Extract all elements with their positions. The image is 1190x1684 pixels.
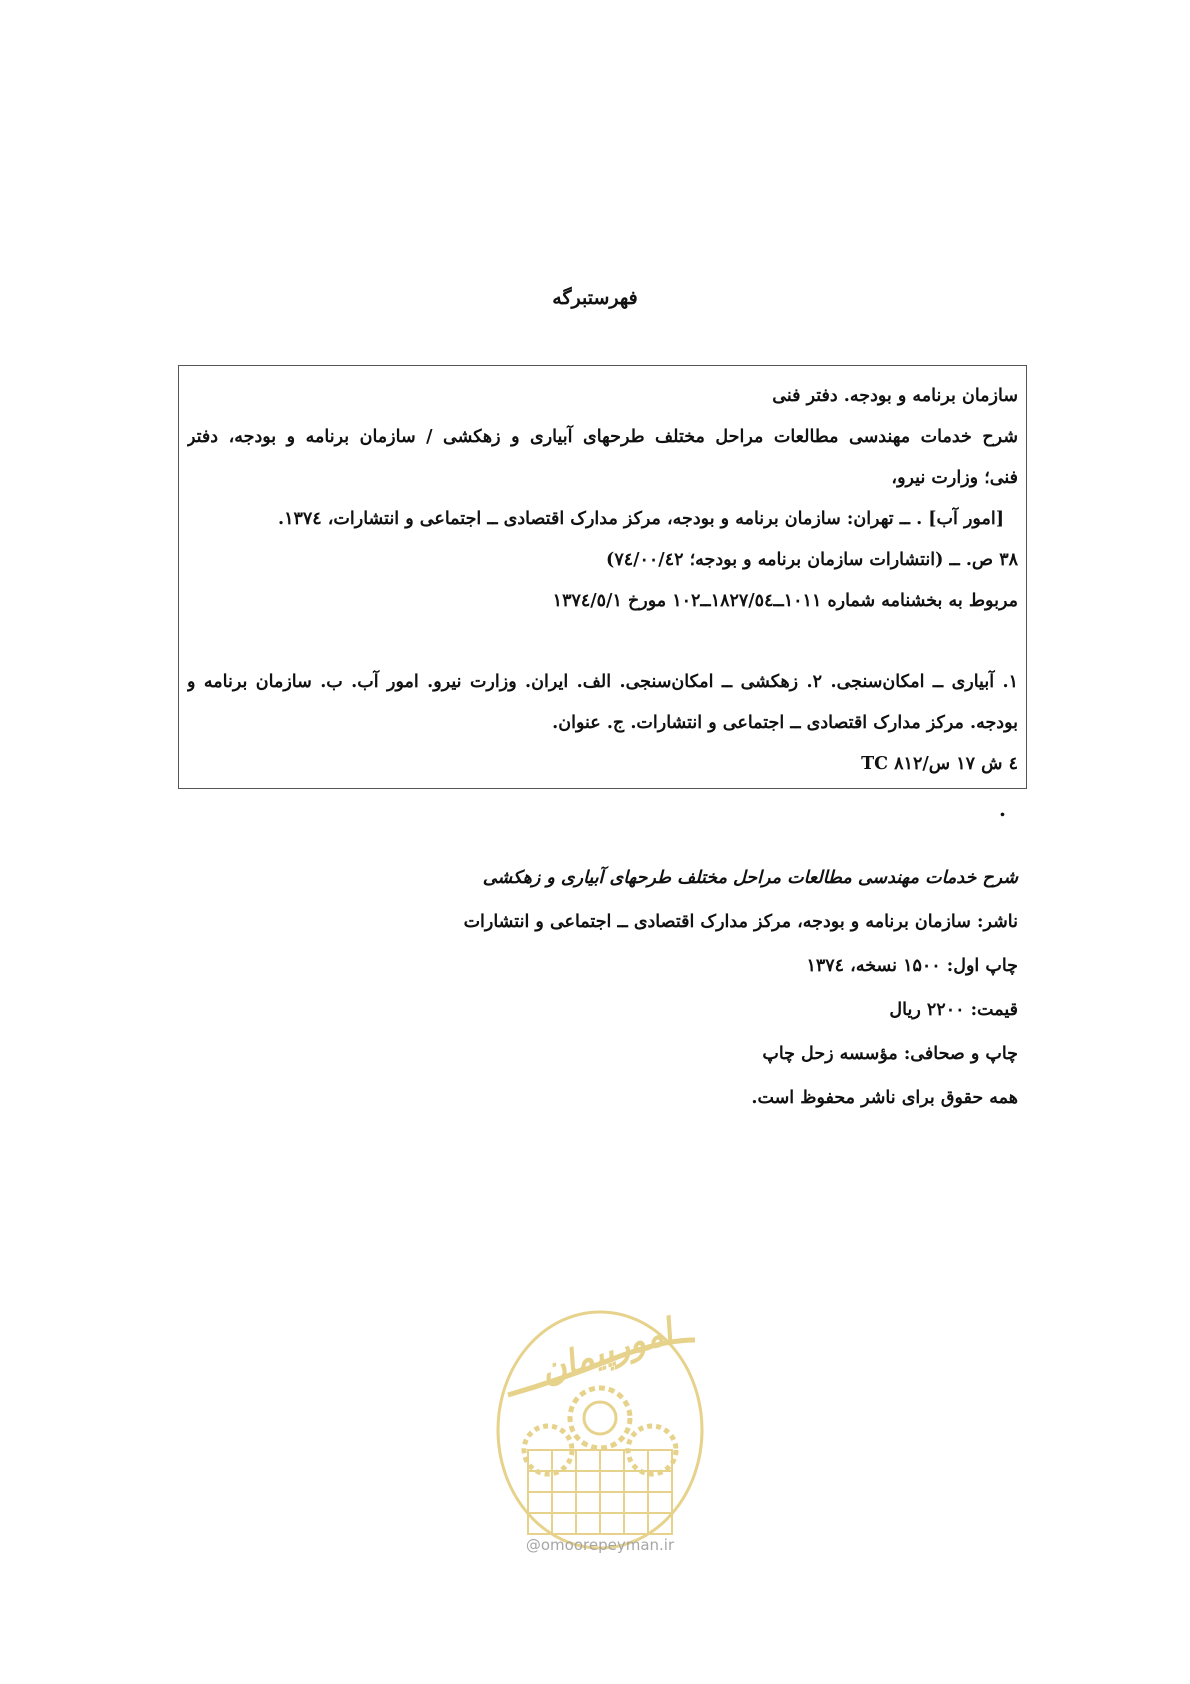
imprint-price: قیمت: ۲۲۰۰ ریال	[889, 1000, 1018, 1020]
imprint-rights: همه حقوق برای ناشر محفوظ است.	[751, 1088, 1018, 1108]
watermark-logo	[490, 1300, 710, 1560]
catalog-line-call-number: ٤ ش ۱۷ س/۸۱۲ TC	[861, 754, 1018, 774]
catalog-line-title-cont: فنی؛ وزارت نیرو،	[891, 468, 1018, 488]
catalog-blank-line	[187, 622, 1018, 662]
catalog-line-author: سازمان برنامه و بودجه. دفتر فنی	[772, 386, 1018, 406]
catalog-line-imprint: [امور آب] . ــ تهران: سازمان برنامه و بودجه، مرکز مدارک اقتصادی ــ اجتماعی و انتشارات، ۱۳۷٤.	[277, 509, 1004, 529]
watermark-url: @omoorepeyman.ir	[525, 1536, 675, 1554]
watermark-logo-text: امورپیمان	[535, 1311, 678, 1392]
dot-mark: .	[999, 797, 1006, 821]
imprint-publisher: ناشر: سازمان برنامه و بودجه، مرکز مدارک اقتصادی ــ اجتماعی و انتشارات	[463, 912, 1018, 932]
page-heading: فهرستبرگه	[552, 287, 638, 309]
catalog-line-pages: ۳۸ ص. ــ (انتشارات سازمان برنامه و بودجه؛ ۷٤/۰۰/٤۲)	[606, 550, 1018, 570]
catalog-line-subjects-cont: بودجه. مرکز مدارک اقتصادی ــ اجتماعی و انتشارات. ج. عنوان.	[552, 713, 1018, 733]
catalog-line-subjects: ۱. آبیاری ــ امکان‌سنجی. ۲. زهکشی ــ امکان‌سنجی. الف. ایران. وزارت نیرو. امور آب. ب. سازمان برنامه و	[187, 672, 1018, 692]
catalog-line-circular: مربوط به بخشنامه شماره ۱۰۱۱ــ۱۸۲۷/٥٤ــ۱۰۲ مورخ ۱۳۷٤/٥/۱	[552, 591, 1018, 611]
imprint-printing: چاپ و صحافی: مؤسسه زحل چاپ	[762, 1044, 1018, 1064]
watermark-gear-center	[570, 1388, 630, 1448]
imprint-edition: چاپ اول: ۱۵۰۰ نسخه، ۱۳۷٤	[806, 956, 1018, 976]
catalog-card	[178, 365, 1027, 789]
catalog-line-title: شرح خدمات مهندسی مطالعات مراحل مختلف طرحهای آبیاری و زهکشی / سازمان برنامه و بودجه، دفتر	[187, 427, 1018, 447]
imprint-title: شرح خدمات مهندسی مطالعات مراحل مختلف طرحهای آبیاری و زهکشی	[482, 868, 1018, 888]
imprint-block	[464, 856, 1018, 1120]
